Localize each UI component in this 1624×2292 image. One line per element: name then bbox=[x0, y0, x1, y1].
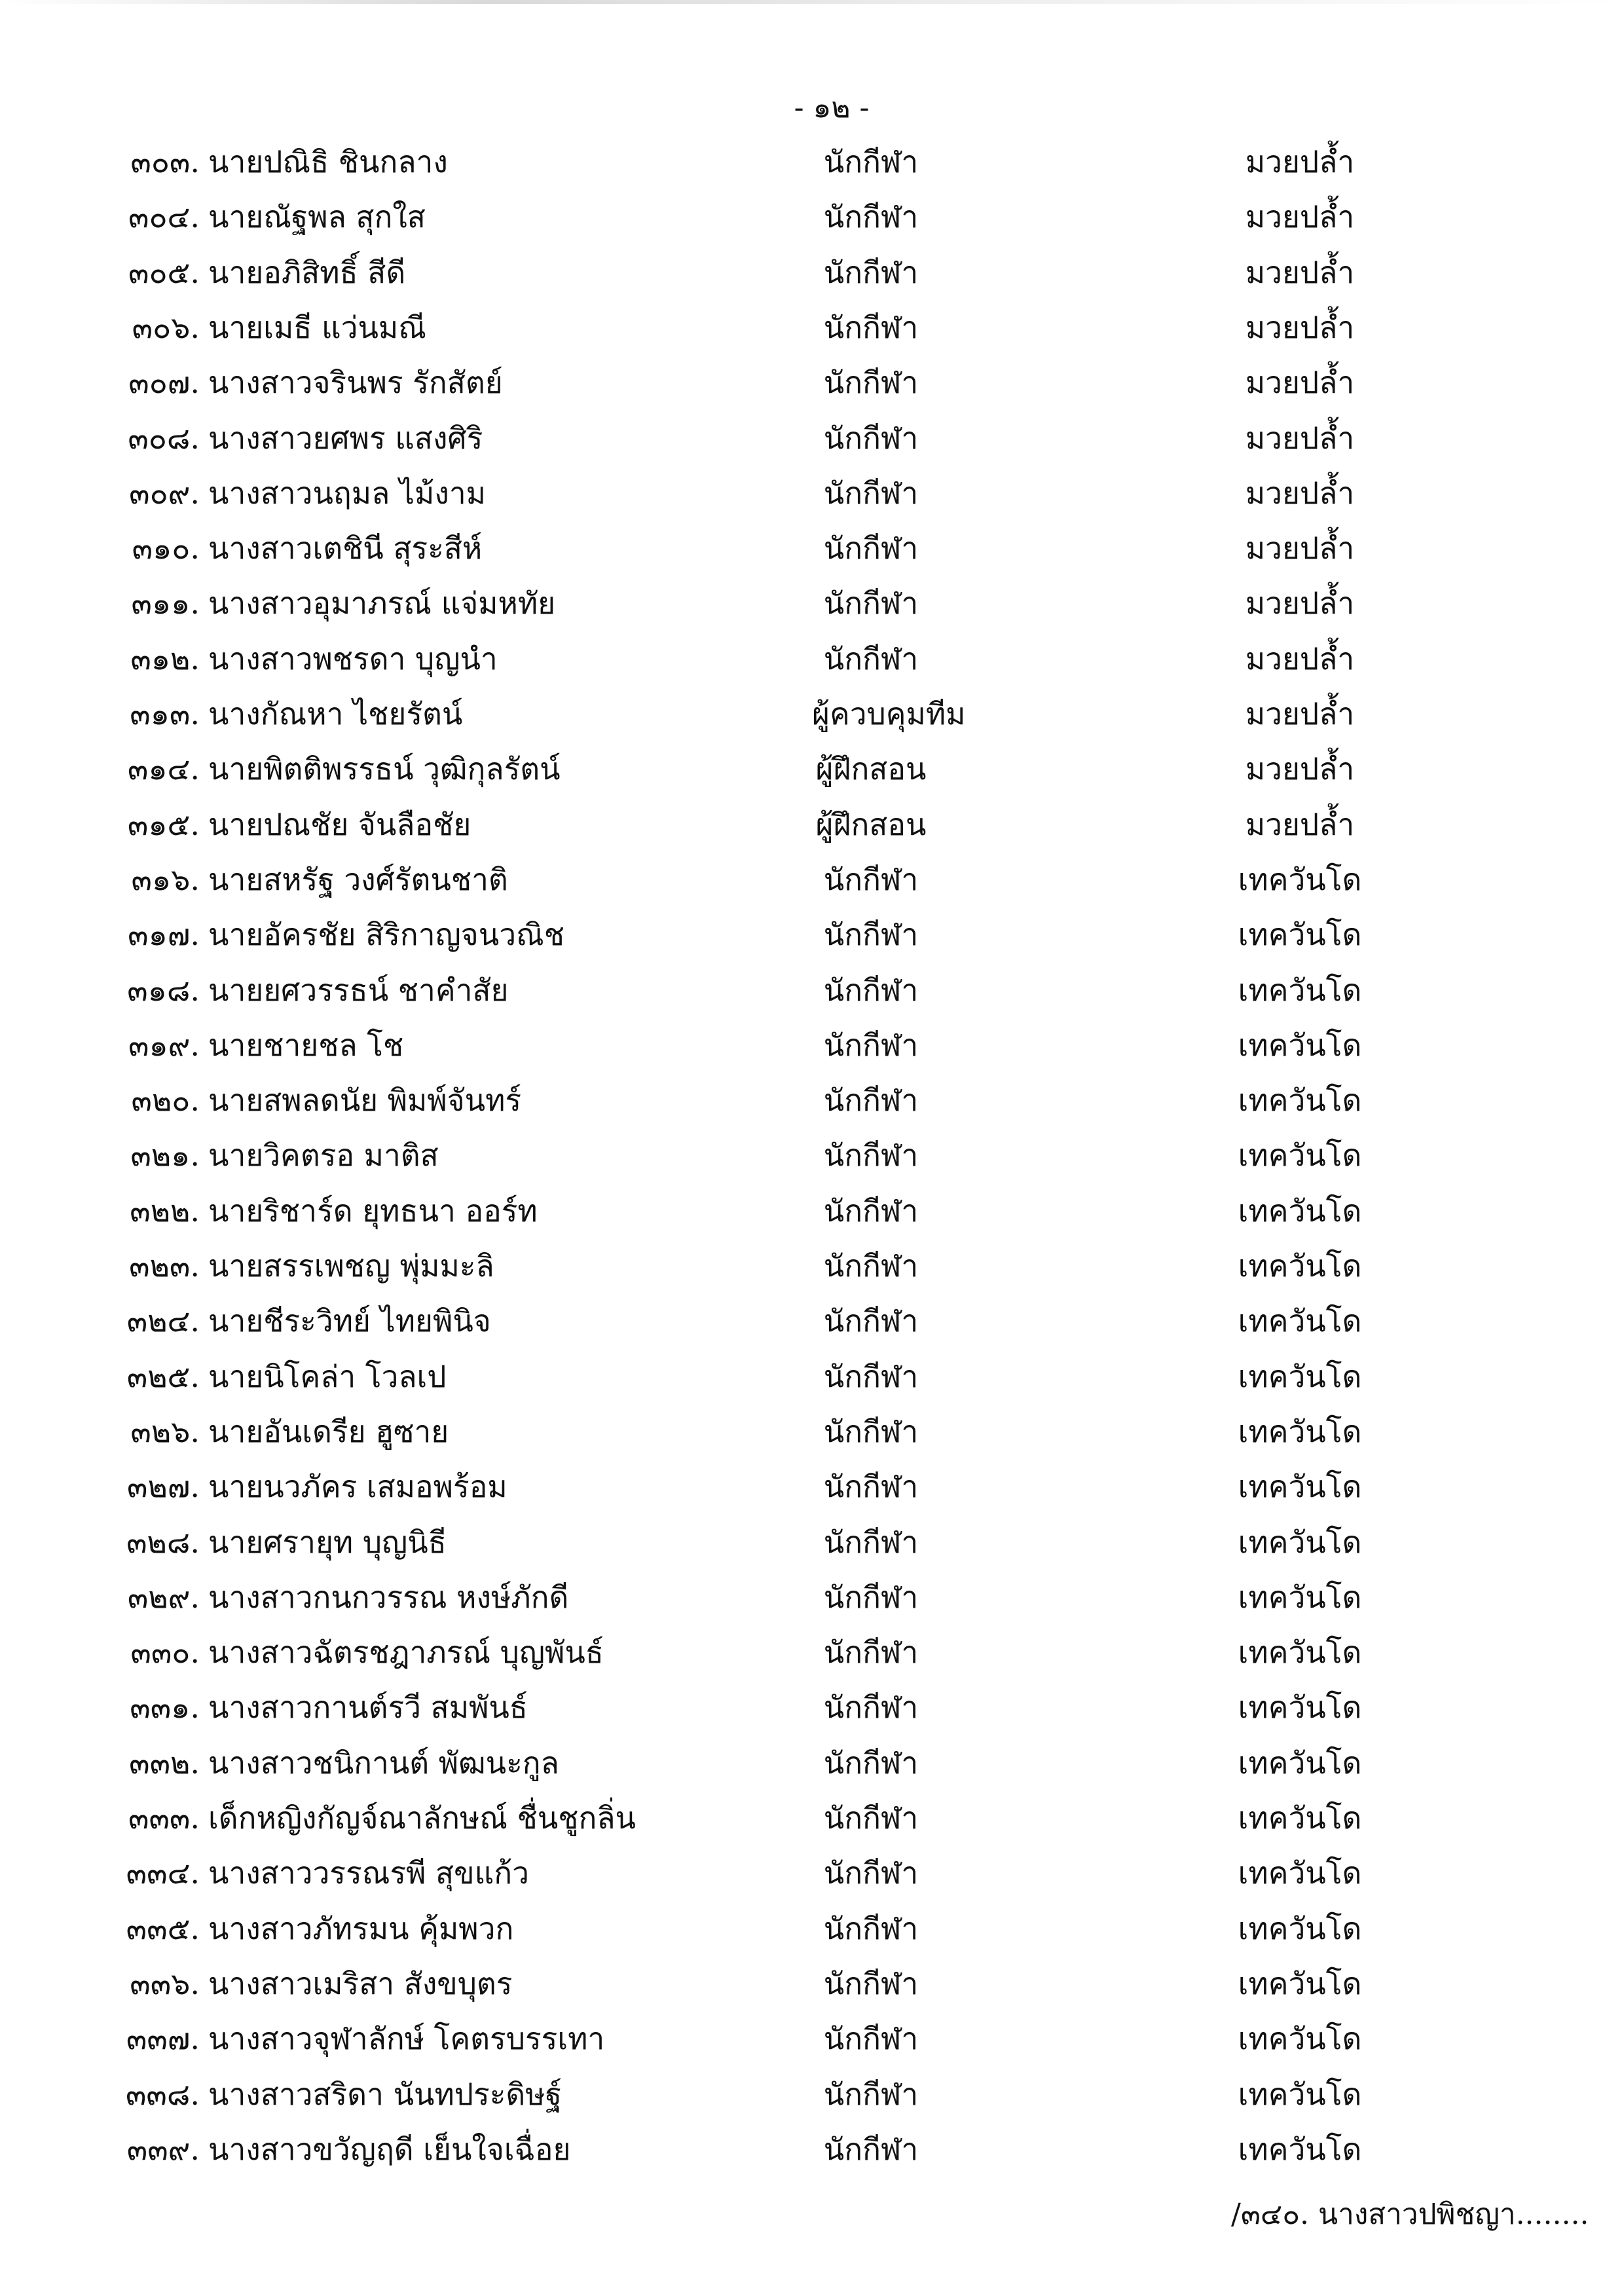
list-item bbox=[0, 466, 1624, 521]
entry-role: นักกีฬา bbox=[823, 1635, 919, 1670]
entry-number: ๓๑๙. bbox=[128, 1027, 200, 1063]
entry-role: นักกีฬา bbox=[823, 1137, 919, 1173]
entry-number: ๓๐๓. bbox=[130, 144, 200, 179]
entry-role: นักกีฬา bbox=[823, 1469, 919, 1504]
list-item bbox=[0, 1790, 1624, 1845]
list-item bbox=[0, 1018, 1624, 1073]
list-item bbox=[0, 1404, 1624, 1459]
entry-name: นายวิคตรอ มาติส bbox=[208, 1137, 439, 1173]
entry-name: นายริชาร์ด ยุทธนา ออร์ท bbox=[208, 1193, 538, 1229]
entry-role: นักกีฬา bbox=[823, 2021, 919, 2056]
entry-name: นายสพลดนัย พิมพ์จันทร์ bbox=[208, 1082, 522, 1118]
continuation-note: /๓๔๐. นางสาวปพิชญา........ bbox=[1231, 2198, 1589, 2231]
list-item bbox=[0, 1570, 1624, 1625]
entry-number: ๓๓๑. bbox=[130, 1690, 200, 1725]
entry-number: ๓๓๘. bbox=[125, 2077, 200, 2112]
entry-name: นางสาวภัทรมน คุ้มพวก bbox=[208, 1911, 514, 1946]
entry-role: นักกีฬา bbox=[823, 199, 919, 234]
entry-sport: เทควันโด bbox=[1238, 2077, 1362, 2112]
entry-role: นักกีฬา bbox=[823, 1248, 919, 1284]
entry-sport: มวยปล้ำ bbox=[1245, 420, 1355, 456]
list-item bbox=[0, 2011, 1624, 2066]
entry-name: นายณัฐพล สุกใส bbox=[208, 199, 426, 234]
entry-role: นักกีฬา bbox=[823, 475, 919, 511]
entry-name: นายปณชัย จันลือชัย bbox=[208, 807, 471, 842]
entry-role: นักกีฬา bbox=[823, 1966, 919, 2001]
entry-sport: มวยปล้ำ bbox=[1245, 751, 1355, 786]
entry-name: นางสาวจรินพร รักสัตย์ bbox=[208, 365, 503, 400]
entry-name: นายปณิธิ ชินกลาง bbox=[208, 144, 448, 179]
entry-sport: เทควันโด bbox=[1238, 1525, 1362, 1560]
entry-number: ๓๒๖. bbox=[130, 1414, 200, 1449]
list-item bbox=[0, 907, 1624, 962]
list-item bbox=[0, 1680, 1624, 1735]
entry-sport: เทควันโด bbox=[1238, 1855, 1362, 1891]
entry-name: นางสาวสริดา นันทประดิษฐ์ bbox=[208, 2077, 562, 2112]
entry-sport: เทควันโด bbox=[1238, 1690, 1362, 1725]
entry-sport: มวยปล้ำ bbox=[1245, 144, 1355, 179]
entry-role: นักกีฬา bbox=[823, 917, 919, 952]
entry-name: นายอันเดรีย ฮูซาย bbox=[208, 1414, 449, 1449]
entry-name: นางสาวฉัตรชฎาภรณ์ บุญพันธ์ bbox=[208, 1635, 604, 1670]
entry-number: ๓๑๖. bbox=[131, 862, 200, 897]
entry-name: นางสาวยศพร แสงศิริ bbox=[208, 420, 483, 456]
list-item bbox=[0, 797, 1624, 852]
list-item bbox=[0, 1901, 1624, 1956]
entry-number: ๓๓๙. bbox=[126, 2132, 200, 2167]
entry-name: นางสาวชนิกานต์ พัฒนะกูล bbox=[208, 1745, 559, 1781]
entry-name: นายชายชล โช bbox=[208, 1027, 404, 1063]
entry-sport: เทควันโด bbox=[1238, 1303, 1362, 1339]
entry-number: ๓๒๙. bbox=[127, 1580, 200, 1615]
entry-sport: มวยปล้ำ bbox=[1245, 807, 1355, 842]
entry-number: ๓๒๔. bbox=[126, 1303, 200, 1339]
entry-sport: เทควันโด bbox=[1238, 1027, 1362, 1063]
entry-number: ๓๑๒. bbox=[130, 641, 200, 676]
entry-sport: เทควันโด bbox=[1238, 1414, 1362, 1449]
entry-role: นักกีฬา bbox=[823, 1580, 919, 1615]
entry-role: นักกีฬา bbox=[823, 1525, 919, 1560]
entry-role: นักกีฬา bbox=[823, 1027, 919, 1063]
entry-sport: มวยปล้ำ bbox=[1245, 199, 1355, 234]
entry-number: ๓๐๔. bbox=[128, 199, 200, 234]
entry-number: ๓๒๕. bbox=[126, 1359, 200, 1394]
entry-role: ผู้ฝึกสอน bbox=[815, 807, 927, 842]
entry-role: นักกีฬา bbox=[823, 1082, 919, 1118]
entry-name: นายนวภัคร เสมอพร้อม bbox=[208, 1469, 507, 1504]
entry-sport: เทควันโด bbox=[1238, 1800, 1362, 1836]
entry-role: นักกีฬา bbox=[823, 1414, 919, 1449]
list-item bbox=[0, 1735, 1624, 1790]
list-item bbox=[0, 686, 1624, 741]
entry-number: ๓๐๙. bbox=[129, 475, 200, 511]
entry-sport: เทควันโด bbox=[1238, 1745, 1362, 1781]
entry-role: นักกีฬา bbox=[823, 641, 919, 676]
entry-number: ๓๓๖. bbox=[130, 1966, 200, 2001]
entry-number: ๓๑๑. bbox=[131, 585, 200, 621]
entry-sport: เทควันโด bbox=[1238, 917, 1362, 952]
entry-sport: เทควันโด bbox=[1238, 1359, 1362, 1394]
entry-name: นางสาวขวัญฤดี เย็นใจเฉื่อย bbox=[208, 2132, 571, 2167]
entry-name: นายสรรเพชญ พุ่มมะลิ bbox=[208, 1248, 494, 1284]
entry-name: เด็กหญิงกัญจ์ณาลักษณ์ ชื่นชูกลิ่น bbox=[208, 1800, 636, 1836]
entry-sport: เทควันโด bbox=[1238, 1911, 1362, 1946]
entry-role: นักกีฬา bbox=[823, 255, 919, 290]
list-item bbox=[0, 1845, 1624, 1900]
entry-number: ๓๓๐. bbox=[130, 1635, 200, 1670]
entry-sport: มวยปล้ำ bbox=[1245, 365, 1355, 400]
entry-sport: เทควันโด bbox=[1238, 1635, 1362, 1670]
entry-sport: มวยปล้ำ bbox=[1245, 310, 1355, 345]
list-item bbox=[0, 189, 1624, 244]
entry-role: นักกีฬา bbox=[823, 420, 919, 456]
entry-role: นักกีฬา bbox=[823, 1303, 919, 1339]
list-item bbox=[0, 1459, 1624, 1514]
entry-number: ๓๓๗. bbox=[126, 2021, 200, 2056]
entry-name: นางสาวอุมาภรณ์ แจ่มหทัย bbox=[208, 585, 556, 621]
entry-name: นางสาวนฤมล ไม้งาม bbox=[208, 475, 486, 511]
entry-name: นางสาวพชรดา บุญนำ bbox=[208, 641, 498, 676]
entry-number: ๓๑๓. bbox=[130, 696, 200, 731]
entry-number: ๓๒๒. bbox=[130, 1193, 200, 1229]
entry-sport: มวยปล้ำ bbox=[1245, 641, 1355, 676]
entry-role: นักกีฬา bbox=[823, 1911, 919, 1946]
entry-name: นายชีระวิทย์ ไทยพินิจ bbox=[208, 1303, 491, 1339]
list-item bbox=[0, 1183, 1624, 1238]
entry-sport: เทควันโด bbox=[1238, 972, 1362, 1008]
entry-number: ๓๑๐. bbox=[132, 530, 200, 566]
list-item bbox=[0, 576, 1624, 631]
entry-sport: มวยปล้ำ bbox=[1245, 475, 1355, 511]
list-item bbox=[0, 411, 1624, 466]
entry-number: ๓๒๘. bbox=[126, 1525, 200, 1560]
list-item bbox=[0, 1625, 1624, 1680]
entry-role: นักกีฬา bbox=[823, 1193, 919, 1229]
entry-sport: เทควันโด bbox=[1238, 1469, 1362, 1504]
entry-number: ๓๓๓. bbox=[128, 1800, 200, 1836]
list-item bbox=[0, 245, 1624, 300]
list-item bbox=[0, 2122, 1624, 2177]
entry-role: นักกีฬา bbox=[823, 310, 919, 345]
entry-sport: มวยปล้ำ bbox=[1245, 585, 1355, 621]
entry-role: นักกีฬา bbox=[823, 972, 919, 1008]
entry-number: ๓๐๗. bbox=[128, 365, 200, 400]
entry-role: นักกีฬา bbox=[823, 862, 919, 897]
entry-role: ผู้ควบคุมทีม bbox=[812, 696, 966, 731]
list-item bbox=[0, 963, 1624, 1018]
entry-number: ๓๓๒. bbox=[129, 1745, 200, 1781]
entry-name: นายศรายุท บุญนิธี bbox=[208, 1525, 447, 1560]
entry-role: นักกีฬา bbox=[823, 2077, 919, 2112]
page-number: - ๑๒ - bbox=[794, 91, 870, 124]
entry-name: นางสาวกนกวรรณ หงษ์ภักดี bbox=[208, 1580, 569, 1615]
entry-name: นางสาวกานต์รวี สมพันธ์ bbox=[208, 1690, 528, 1725]
entry-role: นักกีฬา bbox=[823, 144, 919, 179]
entry-sport: เทควันโด bbox=[1238, 1082, 1362, 1118]
entry-number: ๓๑๘. bbox=[127, 972, 200, 1008]
entry-sport: เทควันโด bbox=[1238, 2132, 1362, 2167]
entry-role: นักกีฬา bbox=[823, 585, 919, 621]
list-item bbox=[0, 521, 1624, 576]
entry-sport: เทควันโด bbox=[1238, 2021, 1362, 2056]
entry-role: นักกีฬา bbox=[823, 2132, 919, 2167]
list-item bbox=[0, 741, 1624, 796]
entry-number: ๓๒๗. bbox=[127, 1469, 200, 1504]
entry-number: ๓๐๘. bbox=[128, 420, 200, 456]
list-item bbox=[0, 134, 1624, 189]
entry-name: นางสาวจุฬาลักษ์ โคตรบรรเทา bbox=[208, 2021, 605, 2056]
entry-name: นางกัณหา ไชยรัตน์ bbox=[208, 696, 463, 731]
list-item bbox=[0, 1349, 1624, 1404]
entry-number: ๓๓๕. bbox=[126, 1911, 200, 1946]
entry-role: นักกีฬา bbox=[823, 530, 919, 566]
entry-sport: เทควันโด bbox=[1238, 1966, 1362, 2001]
entry-name: นายเมธี แว่นมณี bbox=[208, 310, 426, 345]
entry-name: นางสาวเตชินี สุระสีห์ bbox=[208, 530, 483, 566]
entry-number: ๓๑๔. bbox=[127, 751, 200, 786]
entry-sport: มวยปล้ำ bbox=[1245, 696, 1355, 731]
entry-number: ๓๐๕. bbox=[128, 255, 200, 290]
list-item bbox=[0, 631, 1624, 686]
entry-sport: เทควันโด bbox=[1238, 1248, 1362, 1284]
entry-number: ๓๑๗. bbox=[128, 917, 200, 952]
entry-role: ผู้ฝึกสอน bbox=[815, 751, 927, 786]
entry-sport: เทควันโด bbox=[1238, 1580, 1362, 1615]
entry-name: นายนิโคล่า โวลเป bbox=[208, 1359, 447, 1394]
entry-sport: เทควันโด bbox=[1238, 862, 1362, 897]
entry-sport: มวยปล้ำ bbox=[1245, 530, 1355, 566]
entry-role: นักกีฬา bbox=[823, 1690, 919, 1725]
list-item bbox=[0, 300, 1624, 355]
entry-sport: เทควันโด bbox=[1238, 1137, 1362, 1173]
entry-role: นักกีฬา bbox=[823, 1359, 919, 1394]
list-item bbox=[0, 1293, 1624, 1348]
list-item bbox=[0, 1238, 1624, 1293]
entry-number: ๓๒๑. bbox=[130, 1137, 200, 1173]
entry-name: นางสาววรรณรพี สุขแก้ว bbox=[208, 1855, 529, 1891]
entry-role: นักกีฬา bbox=[823, 365, 919, 400]
entry-number: ๓๐๖. bbox=[132, 310, 200, 345]
entry-number: ๓๒๓. bbox=[129, 1248, 200, 1284]
entry-name: นายอภิสิทธิ์ สีดี bbox=[208, 255, 406, 290]
entry-role: นักกีฬา bbox=[823, 1855, 919, 1891]
entry-sport: มวยปล้ำ bbox=[1245, 255, 1355, 290]
list-item bbox=[0, 1073, 1624, 1128]
list-item bbox=[0, 1956, 1624, 2011]
entry-name: นายอัครชัย สิริกาญจนวณิช bbox=[208, 917, 564, 952]
entry-role: นักกีฬา bbox=[823, 1745, 919, 1781]
list-item bbox=[0, 2067, 1624, 2122]
entry-number: ๓๒๐. bbox=[131, 1082, 200, 1118]
entry-name: นายสหรัฐ วงศ์รัตนชาติ bbox=[208, 862, 508, 897]
list-item bbox=[0, 852, 1624, 907]
entry-name: นายยศวรรธน์ ชาคำสัย bbox=[208, 972, 509, 1008]
entry-role: นักกีฬา bbox=[823, 1800, 919, 1836]
entry-name: นายพิตติพรรธน์ วุฒิกุลรัตน์ bbox=[208, 751, 561, 786]
entry-number: ๓๑๕. bbox=[127, 807, 200, 842]
list-item bbox=[0, 1128, 1624, 1183]
entry-name: นางสาวเมริสา สังขบุตร bbox=[208, 1966, 513, 2001]
list-item bbox=[0, 355, 1624, 410]
entry-number: ๓๓๔. bbox=[126, 1855, 200, 1891]
entry-sport: เทควันโด bbox=[1238, 1193, 1362, 1229]
list-item bbox=[0, 1515, 1624, 1570]
